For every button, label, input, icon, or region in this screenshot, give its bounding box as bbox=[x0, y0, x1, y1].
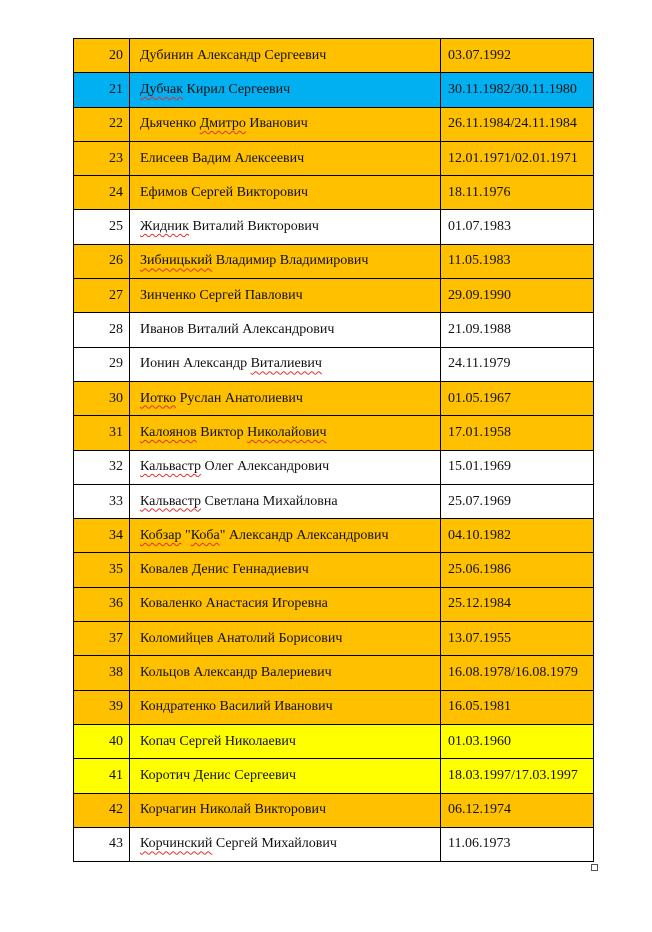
name-text: Светлана Михайловна bbox=[201, 493, 338, 509]
birth-date: 16.08.1978/16.08.1979 bbox=[441, 656, 594, 690]
table-row bbox=[74, 39, 594, 73]
name-text: Ковалев Денис Геннадиевич bbox=[140, 562, 309, 578]
person-name bbox=[130, 484, 441, 518]
person-name bbox=[130, 73, 441, 107]
row-number: 25 bbox=[74, 210, 130, 244]
name-text: Коваленко Анастасия Игоревна bbox=[140, 596, 328, 612]
spellcheck-word: Дмитро bbox=[199, 116, 246, 132]
row-number: 31 bbox=[74, 416, 130, 450]
name-text: Владимир Владимирович bbox=[212, 253, 369, 269]
birth-date: 17.01.1958 bbox=[441, 416, 594, 450]
name-text: Кондратенко Василий Иванович bbox=[140, 699, 333, 715]
name-text: Коротич Денис Сергеевич bbox=[140, 767, 297, 783]
birth-date: 01.07.1983 bbox=[441, 210, 594, 244]
row-number: 20 bbox=[74, 39, 130, 73]
person-name bbox=[130, 313, 441, 347]
table-row bbox=[74, 244, 594, 278]
spellcheck-word: Жидник bbox=[140, 219, 189, 235]
name-text: Виктор bbox=[196, 424, 248, 440]
table-row bbox=[74, 210, 594, 244]
row-number: 41 bbox=[74, 759, 130, 793]
birth-date: 04.10.1982 bbox=[441, 519, 594, 553]
row-number: 37 bbox=[74, 622, 130, 656]
birth-date: 01.03.1960 bbox=[441, 724, 594, 758]
name-text: Дубинин Александр Сергеевич bbox=[140, 47, 327, 63]
table-row bbox=[74, 347, 594, 381]
row-number: 39 bbox=[74, 690, 130, 724]
person-name bbox=[130, 519, 441, 553]
birth-date: 18.11.1976 bbox=[441, 176, 594, 210]
table-row bbox=[74, 176, 594, 210]
birth-date: 16.05.1981 bbox=[441, 690, 594, 724]
table-row bbox=[74, 759, 594, 793]
name-text: Иванович bbox=[245, 116, 308, 132]
birth-date: 06.12.1974 bbox=[441, 793, 594, 827]
name-text: Руслан Анатолиевич bbox=[176, 390, 303, 406]
person-name bbox=[130, 39, 441, 73]
birth-date: 25.06.1986 bbox=[441, 553, 594, 587]
spellcheck-word: Кобзар bbox=[140, 527, 182, 543]
birth-date: 29.09.1990 bbox=[441, 279, 594, 313]
name-text: Олег Александрович bbox=[201, 459, 330, 475]
person-name bbox=[130, 210, 441, 244]
person-name bbox=[130, 793, 441, 827]
table-row bbox=[74, 381, 594, 415]
table-row bbox=[74, 484, 594, 518]
table-row bbox=[74, 279, 594, 313]
row-number: 33 bbox=[74, 484, 130, 518]
row-number: 24 bbox=[74, 176, 130, 210]
name-text: Корчагин Николай Викторович bbox=[140, 802, 326, 818]
person-name bbox=[130, 656, 441, 690]
birth-date: 11.06.1973 bbox=[441, 827, 594, 861]
row-number: 21 bbox=[74, 73, 130, 107]
table-row bbox=[74, 793, 594, 827]
spellcheck-word: Коба bbox=[190, 527, 220, 543]
name-text: Кирил Сергеевич bbox=[183, 81, 291, 97]
birth-date: 24.11.1979 bbox=[441, 347, 594, 381]
row-number: 29 bbox=[74, 347, 130, 381]
row-number: 36 bbox=[74, 587, 130, 621]
row-number: 22 bbox=[74, 107, 130, 141]
person-name bbox=[130, 176, 441, 210]
spellcheck-word: Иотко bbox=[140, 390, 177, 406]
row-number: 26 bbox=[74, 244, 130, 278]
birth-date: 26.11.1984/24.11.1984 bbox=[441, 107, 594, 141]
name-text: Елисеев Вадим Алексеевич bbox=[140, 150, 305, 166]
name-text: Дьяченко bbox=[140, 116, 200, 132]
table-row bbox=[74, 622, 594, 656]
birth-date: 01.05.1967 bbox=[441, 381, 594, 415]
birth-date: 11.05.1983 bbox=[441, 244, 594, 278]
row-number: 43 bbox=[74, 827, 130, 861]
person-name bbox=[130, 381, 441, 415]
person-name bbox=[130, 724, 441, 758]
row-number: 34 bbox=[74, 519, 130, 553]
spellcheck-word: Кальвастр bbox=[140, 493, 202, 509]
person-name bbox=[130, 450, 441, 484]
table-row bbox=[74, 827, 594, 861]
table-row bbox=[74, 690, 594, 724]
birth-date: 03.07.1992 bbox=[441, 39, 594, 73]
table-row bbox=[74, 450, 594, 484]
birth-date: 30.11.1982/30.11.1980 bbox=[441, 73, 594, 107]
table-row bbox=[74, 553, 594, 587]
row-number: 38 bbox=[74, 656, 130, 690]
row-number: 27 bbox=[74, 279, 130, 313]
spellcheck-word: Зибницький bbox=[140, 253, 213, 269]
spellcheck-word: Виталиевич bbox=[250, 356, 322, 372]
name-text: Сергей Михайлович bbox=[212, 836, 337, 852]
name-text: Ефимов Сергей Викторович bbox=[140, 184, 309, 200]
birth-date: 25.12.1984 bbox=[441, 587, 594, 621]
person-name bbox=[130, 141, 441, 175]
person-name bbox=[130, 244, 441, 278]
table-row bbox=[74, 313, 594, 347]
spellcheck-word: Кальвастр bbox=[140, 459, 202, 475]
person-name bbox=[130, 622, 441, 656]
table-row bbox=[74, 107, 594, 141]
name-text: Виталий Викторович bbox=[188, 219, 319, 235]
person-name bbox=[130, 279, 441, 313]
table-resize-handle[interactable] bbox=[591, 864, 598, 871]
row-number: 23 bbox=[74, 141, 130, 175]
spellcheck-word: Калоянов bbox=[140, 424, 197, 440]
table-row bbox=[74, 519, 594, 553]
person-name bbox=[130, 587, 441, 621]
table-row bbox=[74, 724, 594, 758]
table-row bbox=[74, 141, 594, 175]
person-name bbox=[130, 553, 441, 587]
table-body bbox=[74, 39, 594, 862]
row-number: 40 bbox=[74, 724, 130, 758]
table-row bbox=[74, 416, 594, 450]
person-name bbox=[130, 107, 441, 141]
persons-table bbox=[73, 38, 594, 862]
row-number: 30 bbox=[74, 381, 130, 415]
birth-date: 12.01.1971/02.01.1971 bbox=[441, 141, 594, 175]
name-text: Иванов Виталий Александрович bbox=[140, 322, 335, 338]
table-row bbox=[74, 73, 594, 107]
name-text: Зинченко Сергей Павлович bbox=[140, 287, 303, 303]
person-name bbox=[130, 827, 441, 861]
person-name bbox=[130, 347, 441, 381]
spellcheck-word: Николайович bbox=[247, 424, 327, 440]
birth-date: 18.03.1997/17.03.1997 bbox=[441, 759, 594, 793]
spellcheck-word: Корчинский bbox=[140, 836, 213, 852]
table-row bbox=[74, 656, 594, 690]
birth-date: 25.07.1969 bbox=[441, 484, 594, 518]
person-name bbox=[130, 690, 441, 724]
person-name bbox=[130, 759, 441, 793]
table-row bbox=[74, 587, 594, 621]
row-number: 32 bbox=[74, 450, 130, 484]
row-number: 42 bbox=[74, 793, 130, 827]
name-text: Копач Сергей Николаевич bbox=[140, 733, 296, 749]
row-number: 35 bbox=[74, 553, 130, 587]
birth-date: 13.07.1955 bbox=[441, 622, 594, 656]
row-number: 28 bbox=[74, 313, 130, 347]
name-text: Ионин Александр bbox=[140, 356, 251, 372]
spellcheck-word: Дубчак bbox=[140, 81, 184, 97]
name-text: " Александр Александрович bbox=[219, 527, 389, 543]
birth-date: 15.01.1969 bbox=[441, 450, 594, 484]
birth-date: 21.09.1988 bbox=[441, 313, 594, 347]
name-text: Кольцов Александр Валериевич bbox=[140, 664, 332, 680]
person-name bbox=[130, 416, 441, 450]
name-text: " bbox=[181, 527, 191, 543]
name-text: Коломийцев Анатолий Борисович bbox=[140, 630, 343, 646]
